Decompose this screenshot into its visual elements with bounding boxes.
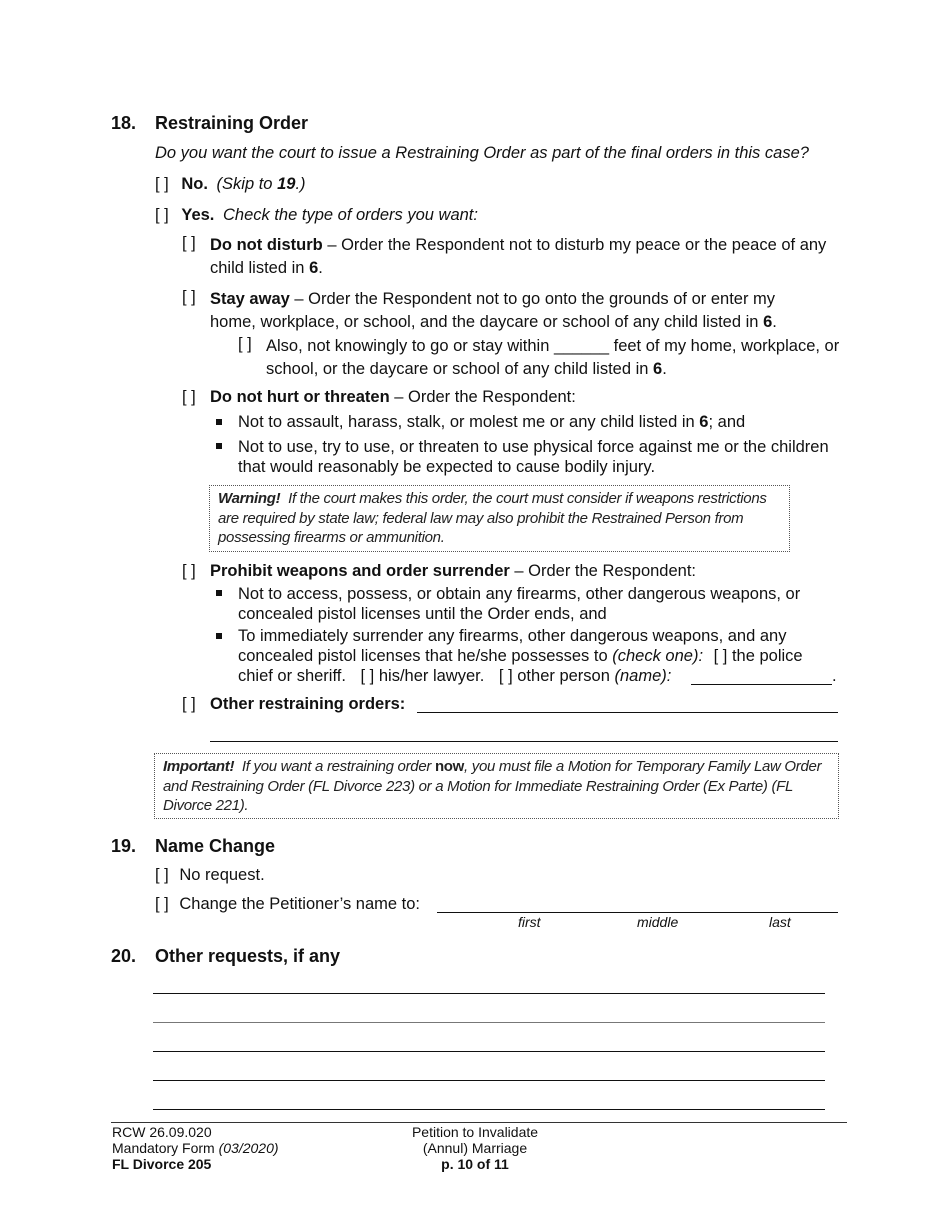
stay-away-option	[210, 288, 810, 334]
footer-mandatory-label: Mandatory Form	[112, 1140, 219, 1156]
stay-away-also-end: .	[662, 360, 667, 378]
warning-text: If the court makes this order, the court must consider if weapons restrictions are required by state law; federal law may also prohibit the Restrained Person from possessing firearms or ammunition.	[218, 490, 767, 546]
do-not-hurt-option	[210, 388, 576, 407]
do-not-hurt-bullet-1	[238, 413, 745, 432]
section-20-title: Other requests, if any	[155, 946, 341, 966]
other-orders-field-2[interactable]	[210, 741, 838, 742]
do-not-disturb-checkbox[interactable]: [ ]	[182, 234, 196, 252]
stay-away-also-text: Also, not knowingly to go or stay within ______ feet of my home, workplace, or school, or the daycare or school of any child listed in	[266, 337, 840, 378]
do-not-disturb-text: – Order the Respondent not to disturb my peace or the peace of any child listed in	[210, 236, 827, 277]
prohibit-weapons-text: – Order the Respondent:	[509, 562, 697, 580]
do-not-hurt-bullet-1-text: Not to assault, harass, stalk, or molest me or any child listed in	[238, 413, 700, 431]
stay-away-label: Stay away	[210, 290, 290, 308]
prohibit-weapons-bullet-2-line-3	[238, 667, 671, 686]
section-18-number: 18.	[111, 113, 137, 133]
new-name-field[interactable]	[437, 912, 838, 913]
surrender-other-option[interactable]: [ ] other person	[498, 667, 610, 685]
no-label: No.	[181, 175, 208, 193]
no-skip-prefix: (Skip to	[216, 175, 278, 193]
prohibit-weapons-bullet-1: Not to access, possess, or obtain any firearms, other dangerous weapons, or concealed pistol licenses until the Order ends, and	[238, 585, 801, 623]
other-orders-checkbox[interactable]: [ ]	[182, 695, 196, 713]
section-19-title: Name Change	[155, 836, 276, 856]
footer-title-1: Petition to Invalidate	[411, 1124, 539, 1140]
no-request-option	[155, 866, 265, 885]
footer-form-number: FL Divorce 205	[112, 1156, 212, 1172]
footer-mandatory	[112, 1140, 279, 1156]
bullet-icon	[216, 590, 222, 596]
yes-checkbox[interactable]: [ ]	[155, 206, 169, 224]
stay-away-text: – Order the Respondent not to go onto the grounds of or enter my home, workplace, or school, and the daycare or school of any child listed in	[210, 290, 776, 331]
surrender-police-option[interactable]: [ ] the police	[713, 647, 803, 665]
other-orders-label: Other restraining orders:	[210, 695, 406, 713]
do-not-disturb-option	[210, 234, 835, 280]
do-not-hurt-label: Do not hurt or threaten	[210, 388, 390, 406]
footer-page: p. 10 of 11	[441, 1156, 509, 1172]
other-requests-line-2[interactable]	[153, 1022, 825, 1023]
prohibit-weapons-option	[210, 562, 696, 581]
do-not-hurt-text: – Order the Respondent:	[389, 388, 576, 406]
stay-away-end: .	[772, 313, 777, 331]
other-requests-line-5[interactable]	[153, 1109, 825, 1110]
no-request-label: No request.	[179, 866, 265, 884]
bullet-2-text: concealed pistol licenses that he/she possesses to	[238, 647, 608, 665]
line-period: .	[832, 667, 837, 685]
chief-sheriff-text: chief or sheriff.	[238, 667, 346, 685]
other-orders-field[interactable]	[417, 712, 838, 713]
prohibit-weapons-checkbox[interactable]: [ ]	[182, 562, 196, 580]
no-checkbox[interactable]: [ ]	[155, 175, 169, 193]
first-name-caption: first	[518, 914, 541, 930]
do-not-hurt-bullet-1-ref: 6	[699, 413, 709, 431]
stay-away-checkbox[interactable]: [ ]	[182, 288, 196, 306]
bullet-icon	[216, 419, 222, 425]
change-name-checkbox[interactable]: [ ]	[155, 895, 169, 913]
do-not-disturb-end: .	[318, 259, 323, 277]
other-requests-line-1[interactable]	[153, 993, 825, 994]
last-name-caption: last	[769, 914, 791, 930]
change-name-label: Change the Petitioner’s name to:	[179, 895, 420, 913]
footer-date: (03/2020)	[218, 1140, 279, 1156]
footer-rcw: RCW 26.09.020	[112, 1124, 212, 1140]
yes-label: Yes.	[181, 206, 215, 224]
surrender-lawyer-option[interactable]: [ ] his/her lawyer.	[360, 667, 485, 685]
name-label: (name):	[614, 667, 672, 685]
important-now: now	[434, 758, 465, 775]
warning-box	[209, 485, 790, 552]
middle-name-caption: middle	[637, 914, 679, 930]
do-not-hurt-bullet-1-end: ; and	[708, 413, 746, 431]
change-name-option	[155, 895, 420, 914]
important-text-a: If you want a restraining order	[241, 758, 435, 775]
section-18-title: Restraining Order	[155, 113, 309, 133]
prohibit-weapons-bullet-2-line-1: To immediately surrender any firearms, other dangerous weapons, and any	[238, 627, 787, 645]
yes-option	[155, 206, 478, 225]
stay-away-ref: 6	[763, 313, 773, 331]
stay-away-also-ref: 6	[653, 360, 663, 378]
check-one-label: (check one):	[612, 647, 704, 665]
restraining-order-question: Do you want the court to issue a Restraining Order as part of the final orders in this case?	[155, 144, 809, 162]
bullet-icon	[216, 443, 222, 449]
important-label: Important!	[163, 758, 235, 775]
do-not-disturb-ref: 6	[309, 259, 319, 277]
no-skip-suffix: .)	[295, 175, 306, 193]
important-text-b: , you must file a Motion for Temporary Family Law Order and Restraining Order (FL Divorce 223) or a Motion for Immediate Restraining Order (Ex Parte) (FL Divorce 221).	[163, 758, 822, 814]
no-option	[155, 175, 306, 194]
other-requests-line-3[interactable]	[153, 1051, 825, 1052]
do-not-hurt-checkbox[interactable]: [ ]	[182, 388, 196, 406]
prohibit-weapons-bullet-2-line-2	[238, 647, 803, 666]
footer-title-2: (Annul) Marriage	[422, 1140, 528, 1156]
footer-left	[112, 1124, 279, 1172]
stay-away-also-checkbox[interactable]: [ ]	[238, 335, 252, 353]
stay-away-also-option	[266, 335, 841, 381]
section-19-number: 19.	[111, 836, 137, 856]
no-skip-number: 19	[277, 175, 296, 193]
do-not-disturb-label: Do not disturb	[210, 236, 323, 254]
other-person-name-field[interactable]	[691, 684, 832, 685]
prohibit-weapons-label: Prohibit weapons and order surrender	[210, 562, 510, 580]
important-box	[154, 753, 839, 819]
no-request-checkbox[interactable]: [ ]	[155, 866, 169, 884]
bullet-icon	[216, 633, 222, 639]
warning-label: Warning!	[218, 490, 281, 507]
do-not-hurt-bullet-2: Not to use, try to use, or threaten to use physical force against me or the children that would reasonably be expected to cause bodily injury.	[238, 438, 829, 476]
footer-center	[375, 1124, 575, 1172]
yes-instruction: Check the type of orders you want:	[223, 206, 478, 224]
section-20-number: 20.	[111, 946, 137, 966]
footer-divider	[111, 1122, 847, 1123]
other-requests-line-4[interactable]	[153, 1080, 825, 1081]
